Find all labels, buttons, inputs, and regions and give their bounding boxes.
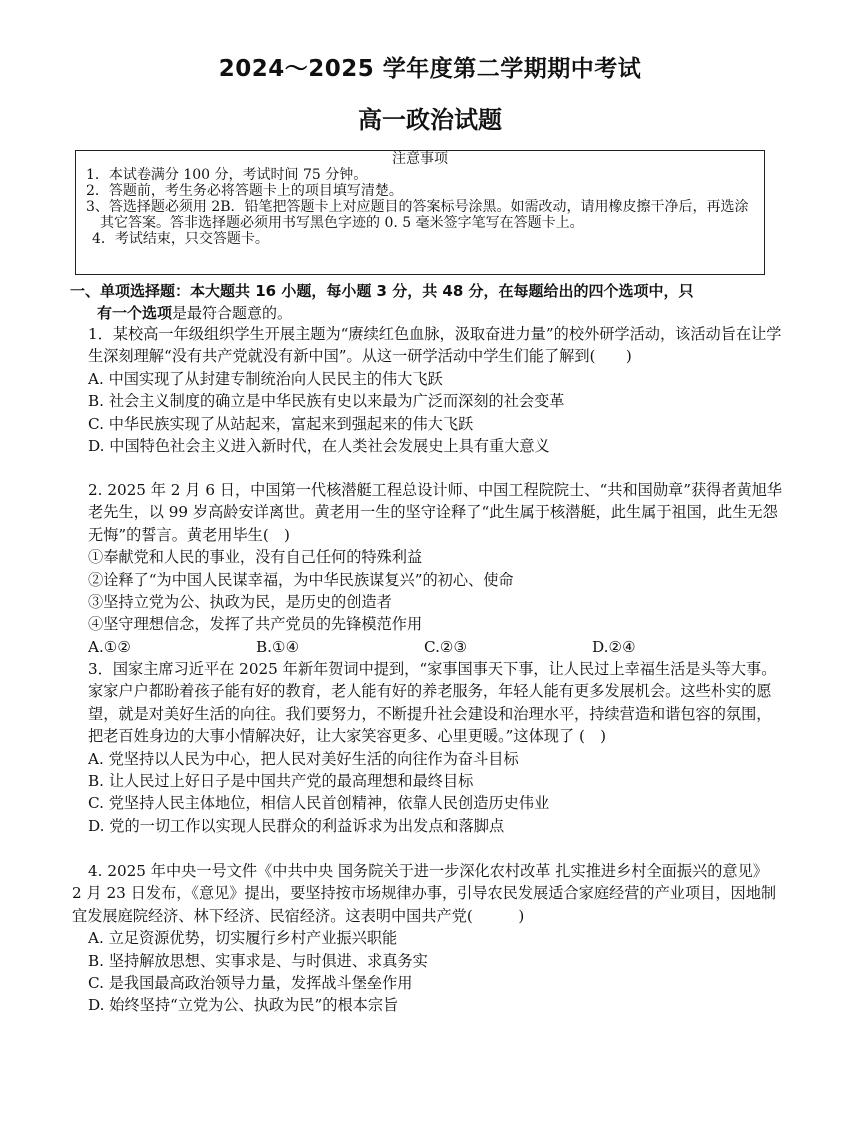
question-2 xyxy=(88,479,783,658)
question-stem: 4. 2025 年中央一号文件《中共中央 国务院关于进一步深化农村改革 扎实推进乡村全面振兴的意见》2 月 23 日发布，《意见》提出，要坚持按市场规律办事，引导农民发展适合家庭经营的产业项目，因地制宜发展庭院经济、林下经济、民宿经济。这表明中国共产党( ) xyxy=(72,862,777,925)
statement-3: ③坚持立党为公、执政为民，是历史的创造者 xyxy=(88,593,392,612)
question-stem: 2. 2025 年 2 月 6 日，中国第一代核潜艇工程总设计师、中国工程院院士、“共和国勋章”获得者黄旭华老先生，以 99 岁高龄安详离世。黄老用一生的坚守诠释了“此生属于核潜艇，此生属于祖国，此生无怨无悔”的誓言。黄老用毕生( ) xyxy=(88,481,783,544)
section-heading-bold-2: 有一个选项 xyxy=(97,304,173,322)
exam-title: 2024～2025 学年度第二学期期中考试 xyxy=(218,56,642,82)
notice-item: 3、答选择题必须用 2B．铅笔把答题卡上对应题目的答案标号涂黑。如需改动，请用橡皮擦干净后，再选涂其它答案。答非选择题必须用书写黑色字迹的 0. 5 毫米签字笔写在答题卡上。 xyxy=(86,199,749,231)
choice-b: B.①④ xyxy=(256,637,300,656)
option-a: A. 党坚持以人民为中心，把人民对美好生活的向往作为奋斗目标 xyxy=(88,749,519,768)
question-3 xyxy=(88,658,783,837)
notice-item: 2．答题前，考生务必将答题卡上的项目填写清楚。 xyxy=(86,183,403,199)
notice-item: 1．本试卷满分 100 分，考试时间 75 分钟。 xyxy=(86,167,368,183)
statement-2: ②诠释了“为中国人民谋幸福，为中华民族谋复兴”的初心、使命 xyxy=(88,570,514,589)
notice-box xyxy=(75,150,765,275)
question-4 xyxy=(72,860,777,1017)
section-heading-bold: 一、单项选择题：本大题共 16 小题，每小题 3 分，共 48 分，在每题给出的四个选项中，只 xyxy=(70,282,694,300)
option-c: C. 是我国最高政治领导力量，发挥战斗堡垒作用 xyxy=(88,974,413,993)
option-d: D. 始终坚持“立党为公、执政为民”的根本宗旨 xyxy=(88,996,399,1015)
statement-1: ①奉献党和人民的事业，没有自己任何的特殊利益 xyxy=(88,548,423,567)
option-b: B. 社会主义制度的确立是中华民族有史以来最为广泛而深刻的社会变革 xyxy=(88,392,565,411)
choice-c: C.②③ xyxy=(424,637,468,656)
question-stem: 3．国家主席习近平在 2025 年新年贺词中提到，“家事国事天下事，让人民过上幸福生活是头等大事。家家户户都盼着孩子能有好的教育，老人能有好的养老服务，年轻人能有更多发展机会。这些朴实的愿望，就是对美好生活的向往。我们要努力，不断提升社会建设和治理水平，持续营造和谐包容的氛围，把老百姓身边的大事小情解决好，让大家笑容更多、心里更暖。”这体现了 ( ) xyxy=(88,660,777,746)
statement-4: ④坚守理想信念，发挥了共产党员的先锋模范作用 xyxy=(88,615,423,634)
option-c: C. 党坚持人民主体地位，相信人民首创精神，依靠人民创造历史伟业 xyxy=(88,794,550,813)
option-d: D. 中国特色社会主义进入新时代，在人类社会发展史上具有重大意义 xyxy=(88,437,550,456)
exam-subtitle: 高一政治试题 xyxy=(358,106,502,134)
option-b: B. 坚持解放思想、实事求是、与时俱进、求真务实 xyxy=(88,951,428,970)
option-c: C. 中华民族实现了从站起来，富起来到强起来的伟大飞跃 xyxy=(88,414,474,433)
choice-a: A.①② xyxy=(88,637,132,656)
choice-d: D.②④ xyxy=(592,637,636,656)
option-a: A. 立足资源优势，切实履行乡村产业振兴职能 xyxy=(88,929,398,948)
option-d: D. 党的一切工作以实现人民群众的利益诉求为出发点和落脚点 xyxy=(88,816,505,835)
section-heading xyxy=(70,280,790,324)
option-a: A. 中国实现了从封建专制统治向人民民主的伟大飞跃 xyxy=(88,369,443,388)
choice-row xyxy=(88,636,783,658)
notice-item: 4．考试结束，只交答题卡。 xyxy=(92,231,269,247)
section-heading-rest: 是最符合题意的。 xyxy=(172,304,293,322)
option-b: B. 让人民过上好日子是中国共产党的最高理想和最终目标 xyxy=(88,772,474,791)
question-1 xyxy=(88,323,783,457)
question-stem: 1．某校高一年级组织学生开展主题为“赓续红色血脉，汲取奋进力量”的校外研学活动，该活动旨在让学生深刻理解“没有共产党就没有新中国”。从这一研学活动中学生们能了解到( ) xyxy=(88,325,782,366)
notice-title: 注意事项 xyxy=(392,151,448,167)
